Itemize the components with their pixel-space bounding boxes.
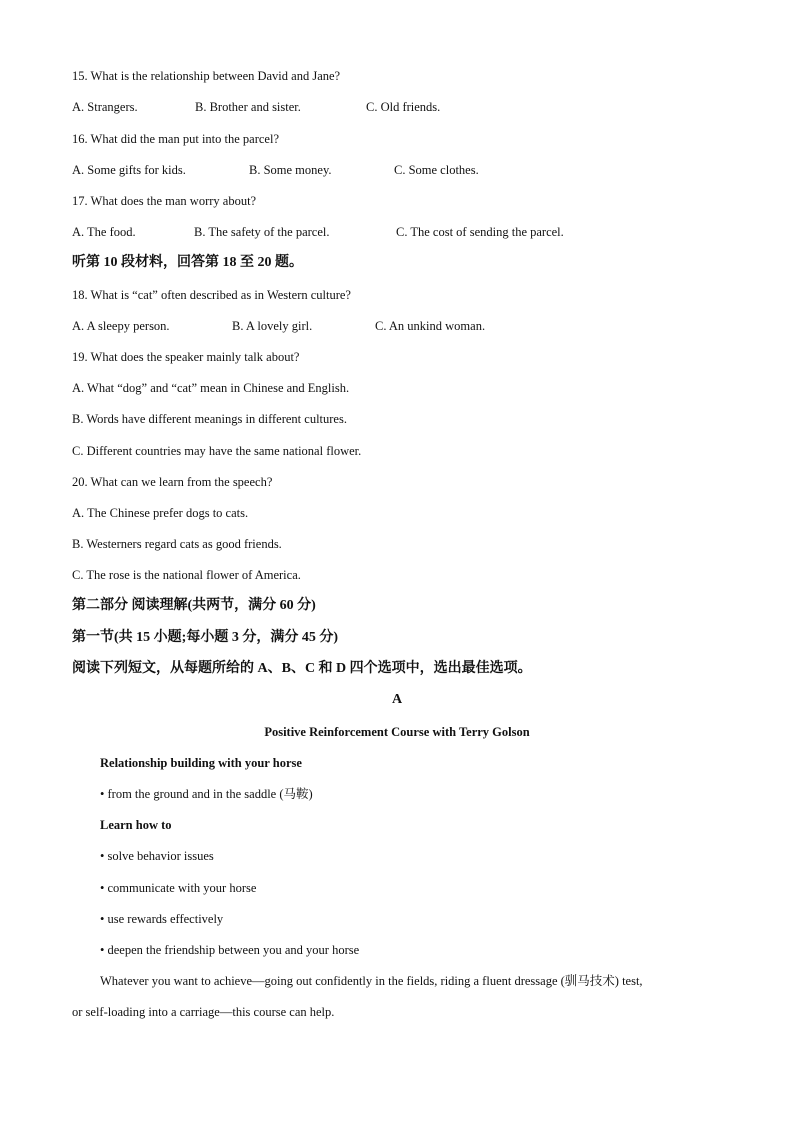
option-c: C. An unkind woman. [375, 319, 486, 333]
question-18: 18. What is “cat” often described as in Western culture? [72, 288, 351, 302]
options-17 [72, 224, 564, 240]
option-b: B. The safety of the parcel. [194, 225, 330, 239]
option-c: C. Different countries may have the same national flower. [72, 444, 362, 458]
paragraph-line-2: or self-loading into a carriage—this course can help. [72, 1005, 335, 1019]
option-c: C. Some clothes. [394, 163, 479, 177]
bullet-item: • solve behavior issues [100, 849, 214, 863]
bullet-item: • deepen the friendship between you and your horse [100, 943, 360, 957]
bullet-item: • use rewards effectively [100, 912, 224, 926]
option-a: A. The food. [72, 225, 136, 239]
bullet-item: • from the ground and in the saddle (马鞍) [100, 787, 313, 801]
subheading-relationship: Relationship building with your horse [100, 756, 302, 770]
option-b: B. Words have different meanings in different cultures. [72, 412, 347, 426]
option-a: A. Strangers. [72, 100, 138, 114]
reading-instruction: 阅读下列短文，从每题所给的 A、B、C 和 D 四个选项中，选出最佳选项。 [72, 661, 532, 676]
options-18 [72, 318, 485, 334]
passage-letter: A [391, 692, 403, 707]
option-b: B. Westerners regard cats as good friends. [72, 537, 282, 551]
subheading-learn: Learn how to [100, 818, 172, 832]
section-10-heading: 听第 10 段材料，回答第 18 至 20 题。 [72, 255, 303, 270]
option-c: C. The rose is the national flower of America. [72, 568, 301, 582]
option-c: C. Old friends. [366, 100, 441, 114]
passage-title: Positive Reinforcement Course with Terry Golson [264, 725, 530, 739]
question-20: 20. What can we learn from the speech? [72, 475, 273, 489]
option-a: A. A sleepy person. [72, 319, 170, 333]
question-17: 17. What does the man worry about? [72, 194, 257, 208]
option-a: A. Some gifts for kids. [72, 163, 186, 177]
option-a: A. What “dog” and “cat” mean in Chinese and English. [72, 381, 350, 395]
option-b: B. Brother and sister. [195, 100, 301, 114]
options-15 [72, 99, 440, 115]
bullet-item: • communicate with your horse [100, 881, 257, 895]
question-19: 19. What does the speaker mainly talk about? [72, 350, 300, 364]
section-one-title: 第一节(共 15 小题;每小题 3 分，满分 45 分) [72, 630, 338, 645]
option-b: B. Some money. [249, 163, 332, 177]
question-16: 16. What did the man put into the parcel? [72, 132, 280, 146]
options-16 [72, 162, 479, 178]
option-a: A. The Chinese prefer dogs to cats. [72, 506, 249, 520]
option-b: B. A lovely girl. [232, 319, 313, 333]
option-c: C. The cost of sending the parcel. [396, 225, 564, 239]
question-15: 15. What is the relationship between David and Jane? [72, 69, 341, 83]
part-two-title: 第二部分 阅读理解(共两节，满分 60 分) [72, 598, 316, 613]
paragraph-line-1: Whatever you want to achieve—going out confidently in the fields, riding a fluent dressage (驯马技术) test, [100, 974, 643, 988]
